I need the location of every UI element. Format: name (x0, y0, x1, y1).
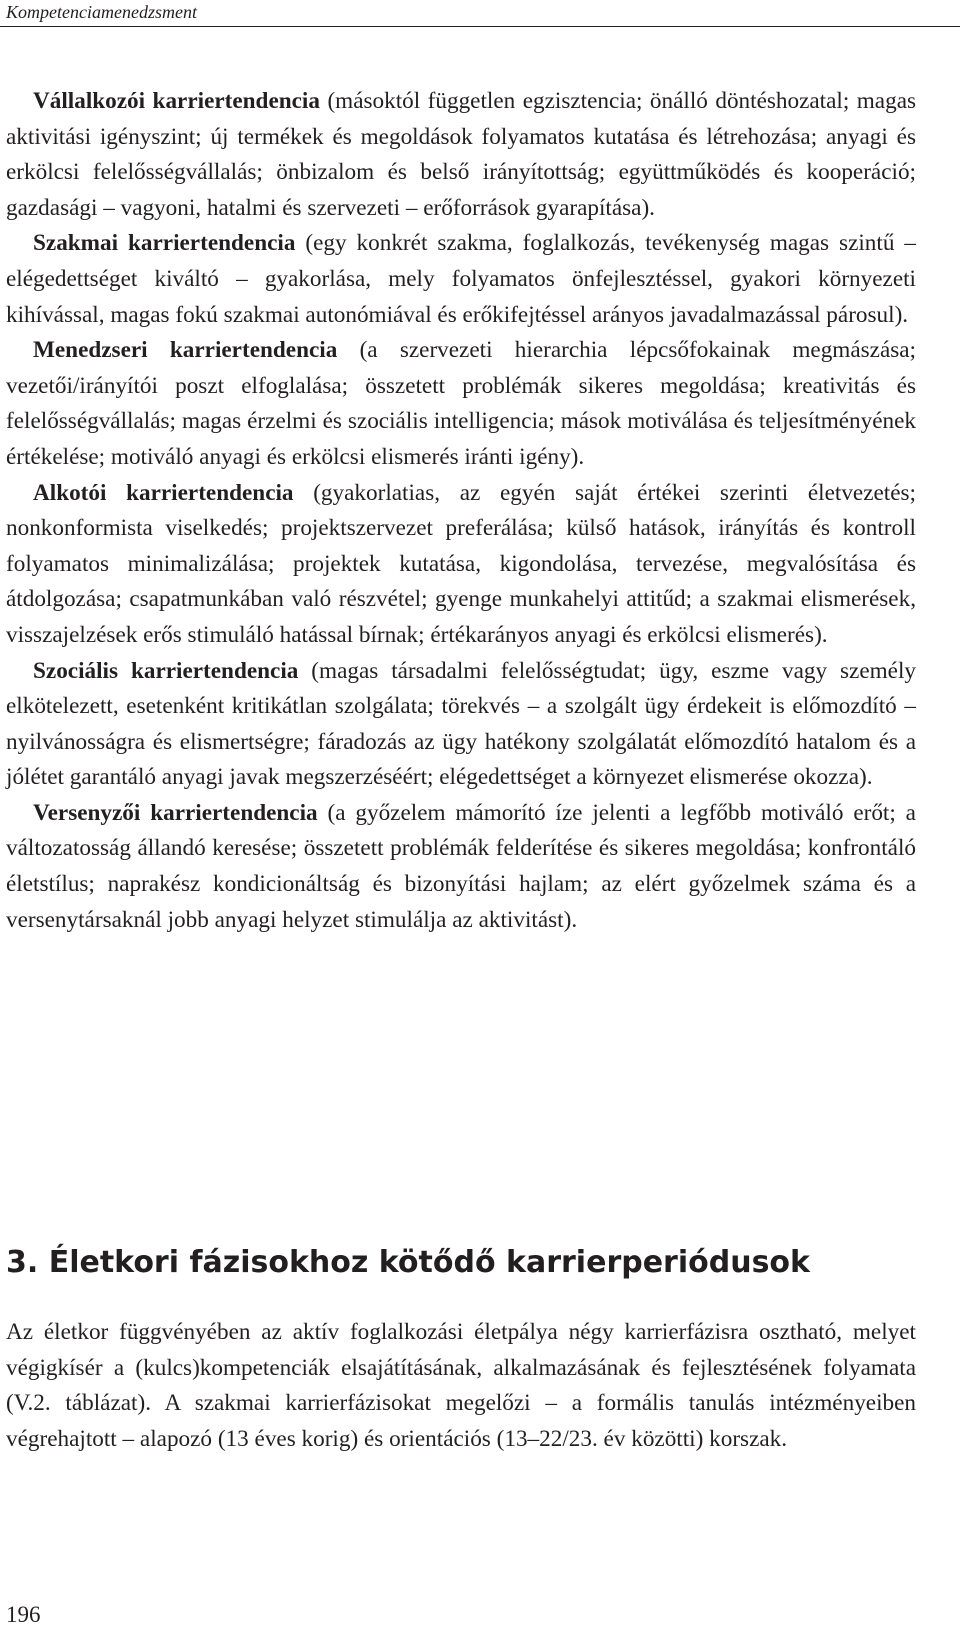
tendency-paragraph-managerial (6, 333, 916, 475)
tendency-paragraph-entrepreneurial (6, 84, 916, 226)
tendency-term: Vállalkozói karriertendencia (33, 88, 320, 114)
section-intro-paragraph: Az életkor függvényében az aktív foglalkozási életpálya négy karrierfázisra osztható, melyet végigkísér a (kulcs)kompetenciák elsajátításának, alkalmazásának és fejlesztésének folyamata (V.2. táblázat). A szakmai karrierfázisokat megelőzi – a formális tanulás intézményeiben végrehajtott – alapozó (13 éves korig) és orientációs (13–22/23. év közötti) korszak. (6, 1319, 916, 1452)
tendency-description: (a szervezeti hierarchia lépcsőfokainak megmászása; vezetői/irányítói poszt elfoglalása; összetett problémák sikeres megoldása; kreativitás és felelősségvállalás; magas érzelmi és szociális intelligencia; mások motiválása és teljesítményének értékelése; motiváló anyagi és erkölcsi elismerés iránti igény). (6, 337, 916, 470)
tendency-term: Szociális karriertendencia (33, 657, 299, 684)
tendency-list (6, 84, 916, 938)
tendency-description: (magas társadalmi felelősségtudat; ügy, eszme vagy személy elkötelezett, esetenként kritikátlan szolgálata; törekvés – a szolgált ügy érdekeit is előmozdító – nyilvánosságra és elismertségre; fáradozás az ügy hatékony szolgálatát előmozdító hatalom és a jólétet garantáló anyagi javak megszerzéséért; elégedettséget a környezet elismerése okozza). (6, 657, 917, 791)
tendency-term: Szakmai karriertendencia (33, 230, 296, 257)
tendency-description: (gyakorlatias, az egyén saját értékei szerinti életvezetés; nonkonformista viselkedés; projektszervezet preferálása; külső hatások, irányítás és kontroll folyamatos minimalizálása; projektek kutatása, kigondolása, tervezése, megvalósítása és átdolgozása; csapatmunkában való részvétel; gyenge munkahelyi attitűd; a szakmai elismerések, visszajelzések erős stimuláló hatással bírnak; értékarányos anyagi és erkölcsi elismerés). (6, 479, 916, 648)
tendency-term: Menedzseri karriertendencia (33, 337, 338, 364)
tendency-paragraph-social (6, 654, 916, 796)
tendency-description: (másoktól független egzisztencia; önálló döntéshozatal; magas aktivitási igényszint; új termékek és megoldások folyamatos kutatása és létrehozása; anyagi és erkölcsi felelősségvállalás; önbizalom és belső irányítottság; együttműködés és kooperáció; gazdasági – vagyoni, hatalmi és szervezeti – erőforrások gyarapítása). (6, 88, 917, 221)
running-head (0, 0, 960, 27)
tendency-description: (egy konkrét szakma, foglalkozás, tevékenység magas szintű – elégedettséget kiváltó – gyakorlása, mely folyamatos önfejlesztéssel, gyakori környezeti kihívással, magas fokú szakmai autonómiával és erőkifejtéssel arányos javadalmazással párosul). (6, 230, 916, 328)
tendency-paragraph-professional (6, 226, 916, 333)
tendency-description: (a győzelem mámorító íze jelenti a legfőbb motiváló erőt; a változatosság állandó keresése; összetett problémák felderítése és sikeres megoldása; konfrontáló életstílus; naprakész kondicionáltság és bizonyítási hajlam; az elért győzelmek száma és a versenytársaknál jobb anyagi helyzet stimulálja az aktivitást). (6, 799, 916, 933)
running-head-title: Kompetenciamenedzsment (6, 2, 197, 22)
section-heading: 3. Életkori fázisokhoz kötődő karrierperiódusok (6, 1245, 810, 1280)
tendency-paragraph-creative (6, 476, 916, 654)
tendency-term: Versenyzői karriertendencia (33, 799, 318, 826)
page-number: 196 (6, 1602, 41, 1627)
tendency-paragraph-competitive (6, 796, 916, 938)
tendency-term: Alkotói karriertendencia (33, 479, 294, 506)
